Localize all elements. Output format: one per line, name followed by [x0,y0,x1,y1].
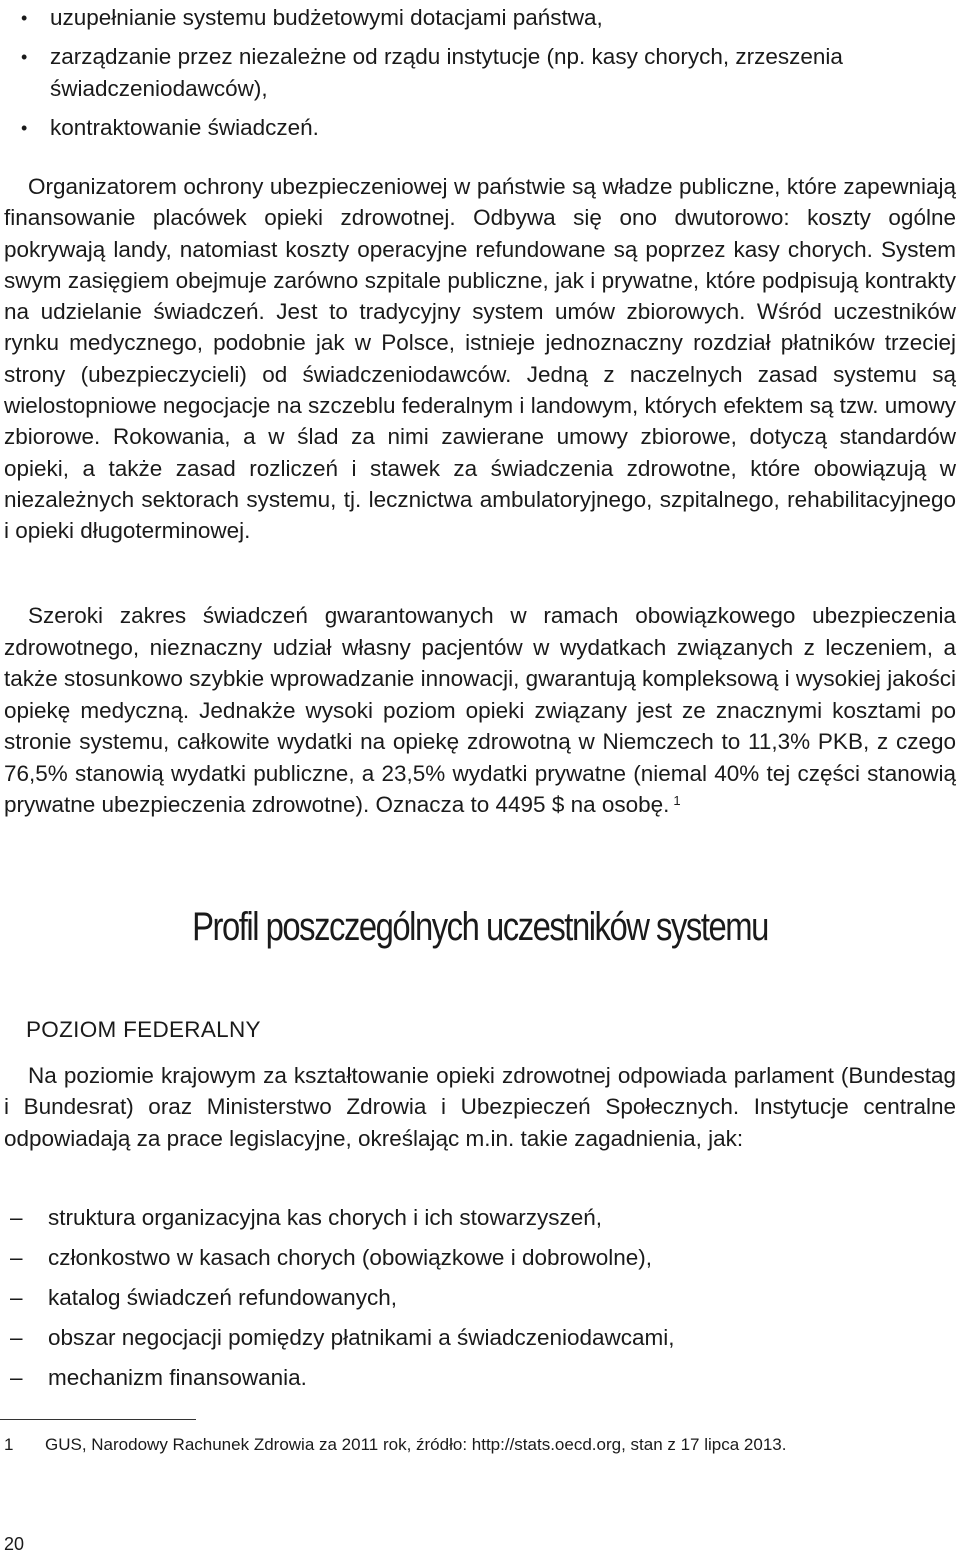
paragraph-benefits-text: Szeroki zakres świadczeń gwarantowanych w ramach obowiązkowego ubezpieczenia zdrowotnego, nieznaczny udział własny pacjentów w wydatkach związanych z leczeniem, a także stosunkowo szybkie wprowadzanie innowacji, gwarantują kompleksową i wysokiej jakości opiekę medyczną. Jednakże wysoki poziom opieki związany jest ze znacznymi kosztami po stronie systemu, całkowite wydatki na opiekę zdrowotną w Niemczech to 11,3% PKB, z czego 76,5% stanowią wydatki publiczne, a 23,5% wydatki prywatne (niemal 40% tej części stanowią prywatne ubezpieczenia zdrowotne). Oznacza to 4495 $ na osobę. [4,603,956,817]
page-number: 20 [4,1534,25,1554]
dash-list [10,1202,950,1402]
bullet-item [10,2,960,34]
dash-item [10,1322,950,1354]
dash-text: mechanizm finansowania. [48,1365,307,1390]
bullet-text: uzupełnianie systemu budżetowymi dotacjami państwa, [50,5,603,30]
footnote-divider [0,1419,196,1420]
section-heading: Profil poszczególnych uczestników systemu [192,905,768,949]
footnote-reference[interactable]: 1 [673,793,681,808]
footnote-number: 1 [4,1435,14,1454]
dash-text: struktura organizacyjna kas chorych i ich stowarzyszeń, [48,1205,602,1230]
bullet-item [10,41,960,105]
dash-text: członkostwo w kasach chorych (obowiązkowe i dobrowolne), [48,1245,653,1270]
bullet-icon: • [21,8,28,28]
subheading-federal-level: POZIOM FEDERALNY [26,1017,261,1042]
dash-item [10,1282,950,1314]
dash-item [10,1242,950,1274]
dash-text: katalog świadczeń refundowanych, [48,1285,397,1310]
dash-icon: – [10,1205,23,1230]
paragraph-benefits [4,600,956,821]
bullet-icon: • [21,118,28,138]
paragraph-federal: Na poziomie krajowym za kształtowanie opieki zdrowotnej odpowiada parlament (Bundestag i Bundesrat) oraz Ministerstwo Zdrowia i Ubezpieczeń Społecznych. Instytucje centralne odpowiadają za prace legislacyjne, określając m.in. takie zagadnienia, jak: [4,1063,956,1151]
bullet-list [10,2,960,151]
footnote-text: GUS, Narodowy Rachunek Zdrowia za 2011 rok, źródło: http://stats.oecd.org, stan z 17 lipca 2013. [45,1435,787,1454]
dash-item [10,1362,950,1394]
dash-item [10,1202,950,1234]
dash-text: obszar negocjacji pomiędzy płatnikami a świadczeniodawcami, [48,1325,675,1350]
dash-icon: – [10,1325,23,1350]
dash-icon: – [10,1285,23,1310]
paragraph-funding: Organizatorem ochrony ubezpieczeniowej w państwie są władze publiczne, które zapewniają finansowanie placówek opieki zdrowotnej. Odbywa się ono dwutorowo: koszty ogólne pokrywają landy, natomiast koszty operacyjne refundowane są poprzez kasy chorych. System swym zasięgiem obejmuje zarówno szpitale publiczne, jak i prywatne, które podpisują kontrakty na udzielanie świadczeń. Jest to tradycyjny system umów zbiorowych. Wśród uczestników rynku medycznego, podobnie jak w Polsce, istnieje jednoznaczny rozdział płatników trzeciej strony (ubezpieczycieli) od świadczeniodawców. Jedną z naczelnych zasad systemu są wielostopniowe negocjacje na szczeblu federalnym i landowym, których efektem są tzw. umowy zbiorowe. Rokowania, a w ślad za nimi zawierane umowy zbiorowe, dotyczą standardów opieki, a także zasad rozliczeń i stawek za świadczenia zdrowotne, które obowiązują w niezależnych sektorach systemu, tj. lecznictwa ambulatoryjnego, szpitalnego, rehabilitacyjnego i opieki długoterminowej. [4,174,956,544]
dash-icon: – [10,1365,23,1390]
bullet-text: kontraktowanie świadczeń. [50,115,319,140]
bullet-text: zarządzanie przez niezależne od rządu instytucje (np. kasy chorych, zrzeszenia świadczeniodawców), [50,44,843,101]
dash-icon: – [10,1245,23,1270]
bullet-item [10,112,960,144]
bullet-icon: • [21,47,28,67]
